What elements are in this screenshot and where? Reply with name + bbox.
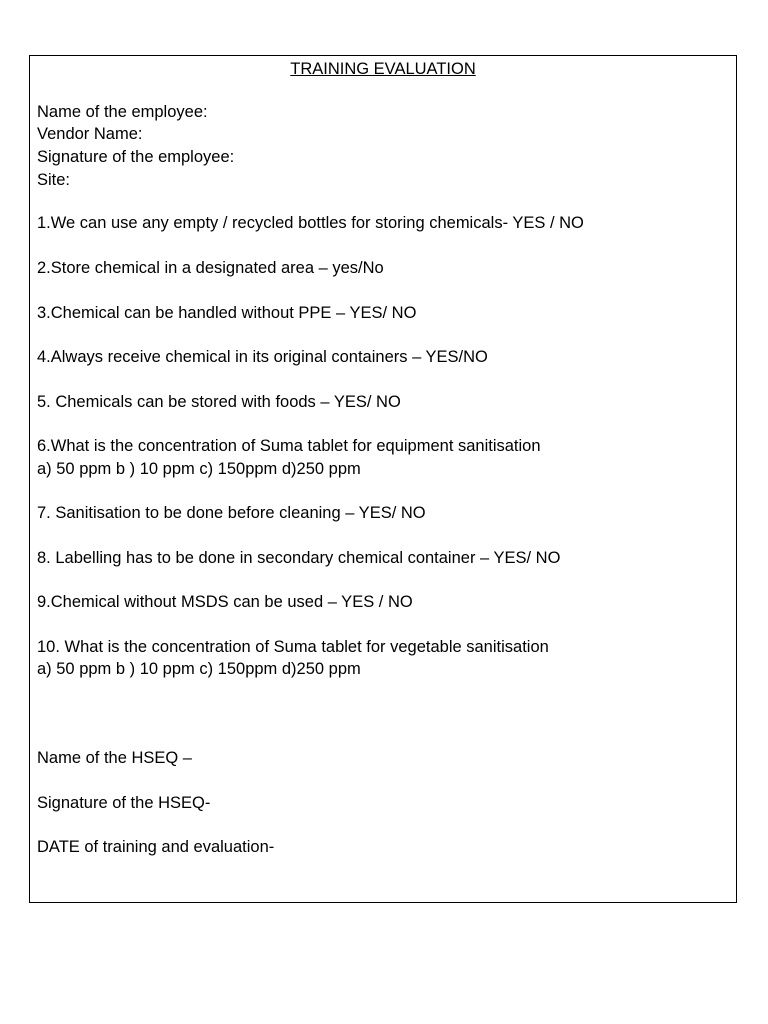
training-date-label: DATE of training and evaluation- [37,838,275,856]
question-1: 1.We can use any empty / recycled bottles for storing chemicals- YES / NO [37,214,584,232]
question-2: 2.Store chemical in a designated area – yes/No [37,259,384,277]
question-7: 7. Sanitisation to be done before cleaning – YES/ NO [37,504,426,522]
question-4: 4.Always receive chemical in its original containers – YES/NO [37,348,488,366]
employee-signature-label: Signature of the employee: [37,148,235,166]
question-6: 6.What is the concentration of Suma tablet for equipment sanitisation [37,437,541,455]
site-label: Site: [37,171,71,189]
question-3: 3.Chemical can be handled without PPE – YES/ NO [37,304,417,322]
evaluation-form [29,55,737,903]
hseq-signature-label: Signature of the HSEQ- [37,794,211,812]
question-6-options: a) 50 ppm b ) 10 ppm c) 150ppm d)250 ppm [37,460,361,478]
employee-name-label: Name of the employee: [37,103,208,121]
question-10-options: a) 50 ppm b ) 10 ppm c) 150ppm d)250 ppm [37,660,361,678]
question-8: 8. Labelling has to be done in secondary chemical container – YES/ NO [37,549,561,567]
hseq-name-label: Name of the HSEQ – [37,749,192,767]
question-5: 5. Chemicals can be stored with foods – YES/ NO [37,393,401,411]
vendor-name-label: Vendor Name: [37,125,143,143]
question-10: 10. What is the concentration of Suma tablet for vegetable sanitisation [37,638,549,656]
question-9: 9.Chemical without MSDS can be used – YES / NO [37,593,413,611]
form-title: TRAINING EVALUATION [290,60,476,78]
